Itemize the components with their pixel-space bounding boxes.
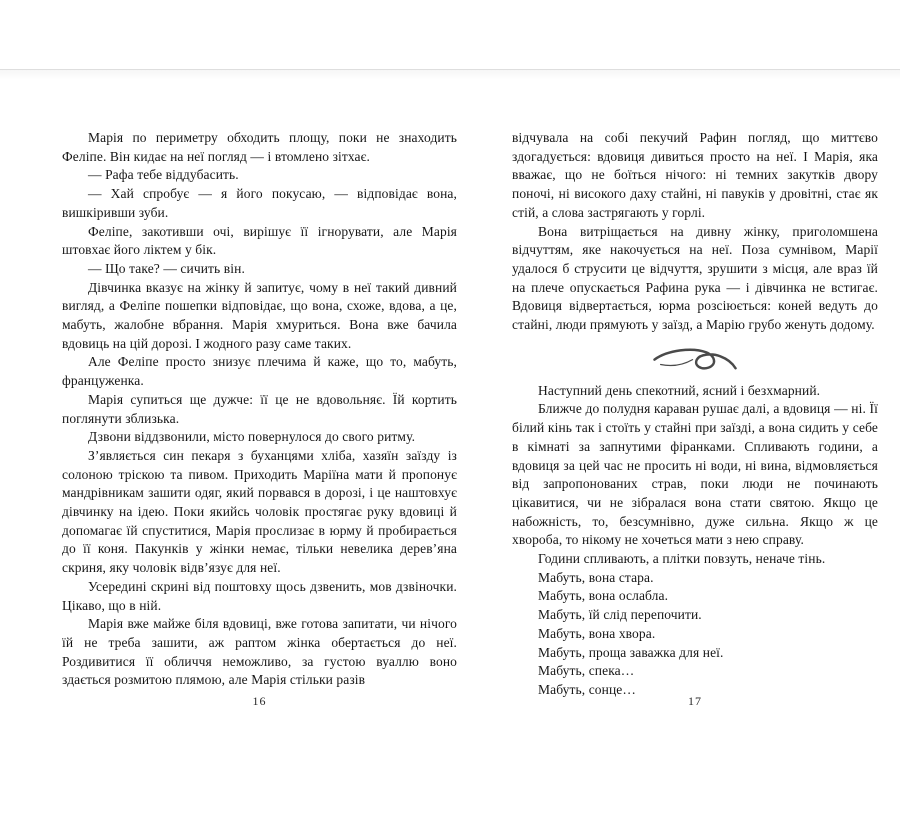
left-page-number: 16 [252,694,267,708]
paragraph: Вона витріщається на дивну жінку, приголомшена відчуттям, яке накочується на неї. Поза сумнівом, Марії удалося б струсити це відчуття, зрушити з місця, але враз їй на плече опускається Рафина рука — і дівчинка не встигає. Вдовиця відвертається, юрма розсіюється: коней ведуть до стайні, люди прямують у заїзд, а Марію грубо женуть додому. [512,223,878,333]
paragraph: Години спливають, а плітки повзуть, неначе тінь. [538,551,826,567]
left-page-text [62,129,457,690]
paragraph: Ближче до полудня караван рушає далі, а вдовиця — ні. Її білий кінь так і стоїть у стайні при заїзді, а вона сидить у себе в кімнаті за запнутими фіранками. Спливають години, а вдовиця за цей час не просить ні води, ні вина, відмовляється від запропонованих страв, поки люди не починають цікавитися, чи не зібралася вона стати святою. Якщо це набожність, то, безсумнівно, дуже сильна. Якщо ж це хвороба, то нікому не хочеться мати з нею справу. [512,401,878,548]
paragraph: Марія вже майже біля вдовиці, вже готова запитати, чи нічого їй не треба зашити, аж раптом жінка обертається до неї. Роздивитися її обличчя неможливо, за густою вуаллю воно здається розмитою плямою, але Марія стільки разів [62,616,457,688]
paragraph: — Рафа тебе віддубасить. [88,167,239,183]
paragraph: Феліпе, закотивши очі, вирішує її ігнорувати, але Марія штовхає його ліктем у бік. [62,223,457,258]
paragraph: Дівчинка вказує на жінку й запитує, чому в неї такий дивний вигляд, а Феліпе пошепки відповідає, що вона, схоже, вдова, а це, мабуть, жалобне вбрання. Марія хмуриться. Вона вже бачила вдовиць на цій дорозі. І жодного разу саме таких. [62,279,457,351]
paragraph: Дзвони віддзвонили, місто повернулося до свого ритму. [88,429,416,445]
reader-top-divider [0,69,900,80]
calligraphic-flourish-icon [652,346,738,372]
paragraph: Мабуть, їй слід перепочити. [538,607,702,623]
paragraph: — Що таке? — сичить він. [88,260,245,276]
right-page-number: 17 [688,694,702,708]
paragraph: Мабуть, проща заважка для неї. [538,644,724,660]
paragraph: Усередині скрині від поштовху щось дзвенить, мов дзвіночки. Цікаво, що в ній. [62,578,457,613]
paragraph: Але Феліпе просто знизує плечима й каже, що то, мабуть, француженка. [62,354,457,389]
paragraph: Мабуть, спека… [538,663,635,679]
paragraph: — Хай спробує — я його покусаю, — відповідає вона, вишкіривши зуби. [62,186,457,220]
paragraph: Мабуть, вона ослабла. [538,588,669,604]
right-page-text [512,129,878,700]
paragraph: Марія по периметру обходить площу, поки не знаходить Феліпе. Він кидає на неї погляд — і втомлено зітхає. [62,130,457,164]
section-divider [512,346,878,372]
paragraph: відчувала на собі пекучий Рафин погляд, що миттєво здогадується: вдовиця дивиться просто на неї. І Марія, яка вважає, що не боїться нічого: ні темних закутків двору поночі, ні високого даху стайні, ні павуків у дровітні, стає як стій, а слова застрягають у горлі. [512,130,878,220]
paragraph: Мабуть, вона хвора. [538,625,656,641]
paragraph: З’являється син пекаря з буханцями хліба, хазяїн заїзду із солоною тріскою та пивом. Приходить Маріїна мати й пропонує мандрівникам зашити одяг, який порвався в дорозі, і це наштовхує дівчинку на ідею. Поки якийсь чоловік простягає руку вдовиці й допомагає їй спуститися, Марія прослизає в юрму й пробирається до її коня. Пакунків у жінки немає, тільки невелика дерев’яна скриня, яку чоловік відв’язує для неї. [62,447,457,576]
paragraph: Марія супиться ще дужче: її це не вдовольняє. Їй кортить поглянути зблизька. [62,391,457,426]
paragraph: Наступний день спекотний, ясний і безхмарний. [538,382,821,398]
paragraph: Мабуть, вона стара. [538,569,654,585]
paragraph: Мабуть, сонце… [538,681,636,697]
